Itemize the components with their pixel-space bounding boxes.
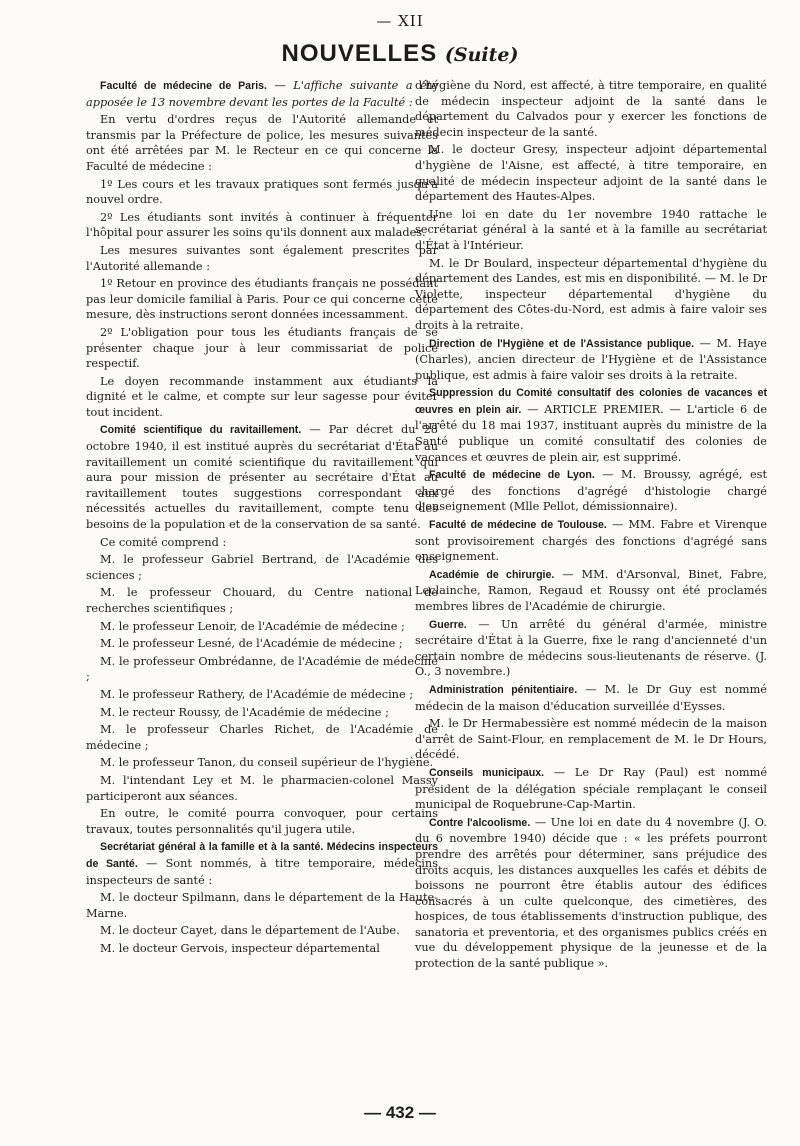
page-roman-numeral: — XII — [376, 12, 424, 30]
article-paragraph: Une loi en date du 1er novembre 1940 rattache le secrétariat général à la santé et à la famille au secrétariat d'État à l'Intérieur. — [415, 207, 767, 252]
article-paragraph: 2º L'obligation pour tous les étudiants français de se présenter chaque jour à leur commissariat de police respectif. — [86, 325, 438, 371]
article-paragraph: M. l'intendant Ley et M. le pharmacien-colonel Massy participeront aux séances. — [86, 773, 438, 803]
member-item: M. le professeur Lesné, de l'Académie de médecine ; — [100, 637, 403, 651]
section-heading: Guerre. — [429, 618, 467, 631]
article-paragraph: Le doyen recommande instamment aux étudiants la dignité et le calme, et compte sur leur sagesse pour éviter tout incident. — [86, 374, 438, 419]
article-paragraph: Faculté de médecine de Toulouse. — MM. Fabre et Virenque sont provisoirement chargés des fonctions d'agrégé sans enseignement. — [415, 518, 768, 564]
member-item: M. le professeur Rathery, de l'Académie de médecine ; — [100, 687, 414, 701]
member-item: M. le professeur Lenoir, de l'Académie de médecine ; — [100, 619, 405, 633]
member-item: M. le professeur Chouard, du Centre national de recherches scientifiques ; — [86, 586, 438, 615]
section-heading: Faculté de médecine de Paris. — [100, 80, 267, 92]
section-heading: Comité scientifique du ravitaillement. — [100, 424, 302, 437]
article-paragraph: Conseils municipaux. — Le Dr Ray (Paul) est nommé président de la délégation spéciale remplaçant le conseil municipal de Roquebrune-Cap-Martin. — [415, 765, 767, 812]
page-number: — 432 — — [364, 1103, 436, 1122]
article-paragraph: Les mesures suivantes sont également prescrites par l'Autorité allemande : — [86, 243, 438, 273]
page-title — [0, 40, 800, 68]
article-paragraph: M. le Dr Boulard, inspecteur départemental d'hygiène du département des Landes, est mis en disponibilité. — M. le Dr Violette, inspecteur départemental d'hygiène du département des Côtes-du-Nord, est admis à faire valoir ses droits à la retraite. — [415, 256, 767, 332]
article-paragraph: M. le Dr Hermabessière est nommé médecin de la maison d'arrêt de Saint-Flour, en remplacement de M. le Dr Hours, décédé. — [415, 717, 767, 762]
member-item: M. le recteur Roussy, de l'Académie de médecine ; — [100, 705, 389, 719]
right-column — [415, 78, 767, 974]
article-paragraph: Académie de chirurgie. — MM. d'Arsonval, Binet, Fabre, Leclainche, Ramon, Regaud et Roussy ont été proclamés membres libres de l'Académie de chirurgie. — [415, 567, 767, 613]
article-paragraph: M. le docteur Gervois, inspecteur départemental — [100, 941, 380, 955]
article-paragraph: d'hygiène du Nord, est affecté, à titre temporaire, en qualité de médecin inspecteur adjoint de la santé dans le département du Calvados pour y exercer les fonctions de médecin inspecteur de la santé. — [415, 79, 767, 139]
section-heading: Direction de l'Hygiène et de l'Assistance publique. — [429, 337, 695, 350]
member-item: M. le professeur Ombrédanne, de l'Académie de médecine ; — [86, 654, 438, 684]
article-paragraph: M. le docteur Gresy, inspecteur adjoint départemental d'hygiène de l'Aisne, est affecté, à titre temporaire, en qualité de médecin inspecteur adjoint de la santé dans le département des Hautes-Alpes. — [415, 143, 767, 204]
article-paragraph: Comité scientifique du ravitaillement. — Par décret du 28 octobre 1940, il est institué auprès du secrétariat d'État au ravitaillement un comité scientifique du ravitaillement qui aura pour mission de présenter au secrétaire d'État au ravitaillement toutes suggestions correspondant aux nécessités actuelles du ravitaillement, compte tenu des besoins de la population et de la conservation de sa santé. — [86, 423, 438, 532]
article-paragraph: Faculté de médecine de Paris. — L'affiche suivante a été apposée le 13 novembre devant les portes de la Faculté : — [86, 79, 438, 109]
article-paragraph: Ce comité comprend : — [100, 535, 227, 549]
article-paragraph: En vertu d'ordres reçus de l'Autorité allemande et transmis par la Préfecture de police, les mesures suivantes ont été arrêtées par M. le Recteur en ce qui concerne la Faculté de médecine : — [86, 113, 438, 173]
article-paragraph: Guerre. — Un arrêté du général d'armée, ministre secrétaire d'État à la Guerre, fixe le rang d'ancienneté d'un certain nombre de médecins sous-lieutenants de réserve. (J. O., 3 novembre.) — [415, 617, 767, 679]
article-paragraph: En outre, le comité pourra convoquer, pour certains travaux, toutes personnalités qu'il jugera utile. — [86, 807, 438, 836]
article-paragraph: Contre l'alcoolisme. — Une loi en date du 4 novembre (J. O. du 6 novembre 1940) décide que : « les préfets pourront prendre des arrêtés pour déterminer, sans préjudice des droits acquis, les distances auxquelles les cafés et débits de boissons ne pourront être établis autour des édifices consacrés à un culte quelconque, des cimetières, des hospices, de tous établissements d'instruction publique, des sanatoria et preventoria, et des organismes publics créés en vue du développement physique de la jeunesse et de la protection de la santé publique ». — [415, 815, 767, 971]
article-paragraph: M. le docteur Spilmann, dans le département de la Haute-Marne. — [86, 891, 438, 920]
section-heading: Contre l'alcoolisme. — [429, 816, 531, 829]
member-item: M. le professeur Gabriel Bertrand, de l'Académie des sciences ; — [86, 553, 438, 582]
article-paragraph: Administration pénitentiaire. — M. le Dr Guy est nommé médecin de la maison d'éducation surveillée d'Eysses. — [415, 682, 767, 713]
article-paragraph: Direction de l'Hygiène et de l'Assistance publique. — M. Haye (Charles), ancien directeur de l'Hygiène et de l'Assistance publique, est admis à faire valoir ses droits à la retraite. — [415, 336, 767, 382]
article-paragraph: M. le docteur Cayet, dans le département de l'Aube. — [100, 924, 400, 938]
article-paragraph: 2º Les étudiants sont invités à continuer à fréquenter l'hôpital pour assurer les soins qu'ils donnent aux malades. — [86, 210, 438, 240]
section-heading: Suppression du Comité consultatif des colonies de vacances et œuvres en plein air. — [415, 387, 767, 416]
title-main: NOUVELLES — [281, 40, 438, 67]
article-paragraph: Faculté de médecine de Lyon. — M. Broussy, agrégé, est chargé des fonctions d'agrégé d'histologie chargé d'enseignement (Mlle Pellot, démissionnaire). — [415, 468, 767, 514]
article-paragraph: 1º Les cours et les travaux pratiques sont fermés jusqu'à nouvel ordre. — [86, 177, 438, 207]
section-heading: Académie de chirurgie. — [429, 568, 555, 581]
section-heading: Conseils municipaux. — [429, 766, 545, 779]
title-suite: (Suite) — [444, 44, 519, 66]
section-heading: Faculté de médecine de Lyon. — [429, 469, 595, 482]
article-paragraph: Suppression du Comité consultatif des colonies de vacances et œuvres en plein air. — ARTICLE PREMIER. — L'article 6 de l'arrêté du 18 mai 1937, instituant auprès du ministre de la Santé publique un comité consultatif des colonies de vacances et œuvres de plein air, est supprimé. — [415, 387, 768, 464]
article-paragraph: 1º Retour en province des étudiants français ne possédant pas leur domicile familial à Paris. Pour ce qui concerne cette mesure, dès instructions seront données incessamment. — [86, 277, 438, 322]
left-column — [86, 78, 438, 958]
section-heading: Administration pénitentiaire. — [429, 683, 578, 696]
member-item: M. le professeur Charles Richet, de l'Académie de médecine ; — [86, 723, 438, 752]
section-heading: Secrétariat général à la famille et à la santé. Médecins inspecteurs de Santé. — [86, 841, 438, 870]
article-paragraph: Secrétariat général à la famille et à la santé. Médecins inspecteurs de Santé. — Sont nommés, à titre temporaire, médecins inspecteurs de santé : — [86, 841, 438, 887]
member-item: M. le professeur Tanon, du conseil supérieur de l'hygiène. — [100, 756, 434, 770]
section-heading: Faculté de médecine de Toulouse. — [429, 519, 607, 532]
